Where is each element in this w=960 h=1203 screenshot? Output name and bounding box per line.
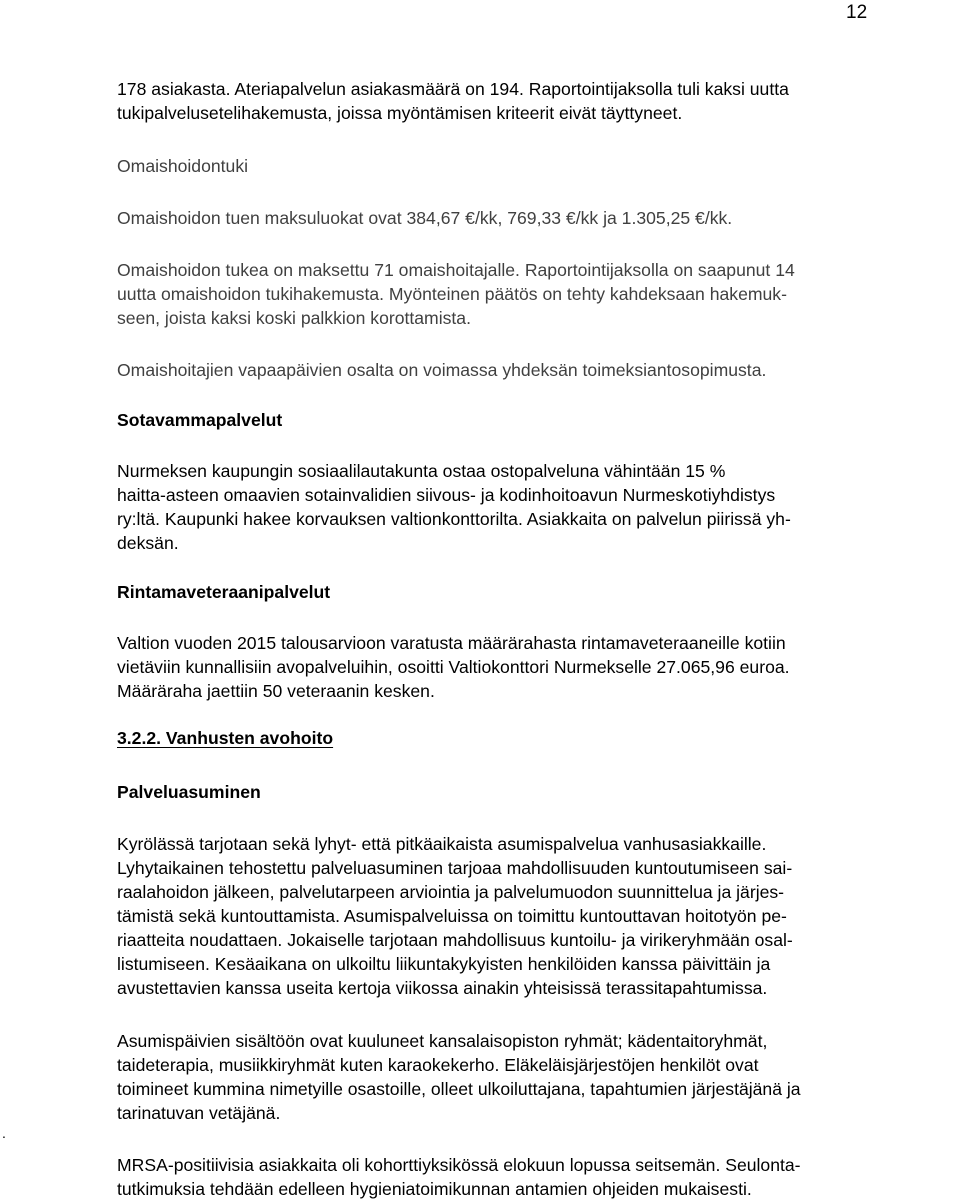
paragraph-line: Lyhytaikainen tehostettu palveluasuminen tarjoaa mahdollisuuden kuntoutumiseen sai-	[117, 858, 793, 878]
paragraph-line: Määräraha jaettiin 50 veteraanin kesken.	[117, 681, 435, 701]
paragraph-line: tämistä sekä kuntouttamista. Asumispalveluissa on toimittu kuntouttavan hoitotyön pe-	[117, 906, 787, 926]
section-heading-omaishoidontuki: Omaishoidontuki	[117, 156, 249, 176]
paragraph-line: Kyrölässä tarjotaan sekä lyhyt- että pitkäaikaista asumispalvelua vanhusasiakkaille.	[117, 834, 767, 854]
paragraph-line: ry:ltä. Kaupunki hakee korvauksen valtionkonttorilta. Asiakkaita on palvelun piirissä yh-	[117, 509, 791, 529]
intro-line: tukipalvelusetelihakemusta, joissa myöntämisen kriteerit eivät täyttyneet.	[117, 103, 683, 123]
paragraph-line: MRSA-positiivisia asiakkaita oli kohorttiyksikössä elokuun lopussa seitsemän. Seulonta-	[117, 1155, 801, 1175]
paragraph-line: tarinatuvan vetäjänä.	[117, 1103, 281, 1123]
section-heading-sotavammapalvelut: Sotavammapalvelut	[117, 410, 283, 430]
stray-mark: .	[2, 1125, 6, 1141]
paragraph-line: seen, joista kaksi koski palkkion korottamista.	[117, 308, 471, 328]
paragraph-line: Omaishoidon tukea on maksettu 71 omaishoitajalle. Raportointijaksolla on saapunut 14	[117, 260, 795, 280]
section-heading-rintamaveteraanipalvelut: Rintamaveteraanipalvelut	[117, 582, 331, 602]
paragraph-line: riaatteita noudattaen. Jokaiselle tarjotaan mahdollisuus kuntoilu- ja virikeryhmään osal-	[117, 930, 793, 950]
paragraph-line: haitta-asteen omaavien sotainvalidien siivous- ja kodinhoitoavun Nurmeskotiyhdistys	[117, 485, 776, 505]
paragraph-line: toimineet kummina nimetyille osastoille, olleet ulkoiluttajana, tapahtumien järjestäjänä ja	[117, 1079, 801, 1099]
paragraph-line: vietäviin kunnallisiin avopalveluihin, osoitti Valtiokonttori Nurmekselle 27.065,96 euroa.	[117, 657, 790, 677]
section-heading-palveluasuminen: Palveluasuminen	[117, 782, 261, 802]
paragraph-line: listumiseen. Kesäaikana on ulkoiltu liikuntakykyisten henkilöiden kanssa päivittäin ja	[117, 954, 771, 974]
paragraph-line: uutta omaishoidon tukihakemusta. Myönteinen päätös on tehty kahdeksaan hakemuk-	[117, 284, 787, 304]
intro-line: 178 asiakasta. Ateriapalvelun asiakasmäärä on 194. Raportointijaksolla tuli kaksi uutta	[117, 79, 789, 99]
paragraph-line: tutkimuksia tehdään edelleen hygieniatoimikunnan antamien ohjeiden mukaisesti.	[117, 1179, 752, 1199]
page-number: 12	[846, 2, 868, 23]
paragraph-line: taideterapia, musiikkiryhmät kuten karaokekerho. Eläkeläisjärjestöjen henkilöt ovat	[117, 1055, 759, 1075]
paragraph-line: Omaishoitajien vapaapäivien osalta on voimassa yhdeksän toimeksiantosopimusta.	[117, 360, 767, 380]
paragraph-line: Valtion vuoden 2015 talousarvioon varatusta määrärahasta rintamaveteraaneille kotiin	[117, 633, 786, 653]
paragraph-line: Asumispäivien sisältöön ovat kuuluneet kansalaisopiston ryhmät; kädentaitoryhmät,	[117, 1031, 768, 1051]
paragraph-line: Nurmeksen kaupungin sosiaalilautakunta ostaa ostopalveluna vähintään 15 %	[117, 461, 726, 481]
section-heading-vanhusten-avohoito: 3.2.2. Vanhusten avohoito	[117, 728, 334, 748]
paragraph-line: avustettavien kanssa useita kertoja viikossa ainakin yhteisissä terassitapahtumissa.	[117, 978, 768, 998]
paragraph-line: deksän.	[117, 533, 179, 553]
paragraph-line: raalahoidon jälkeen, palvelutarpeen arviointia ja palvelumuodon suunnittelua ja järjes-	[117, 882, 785, 902]
paragraph-line: Omaishoidon tuen maksuluokat ovat 384,67 €/kk, 769,33 €/kk ja 1.305,25 €/kk.	[117, 208, 733, 228]
